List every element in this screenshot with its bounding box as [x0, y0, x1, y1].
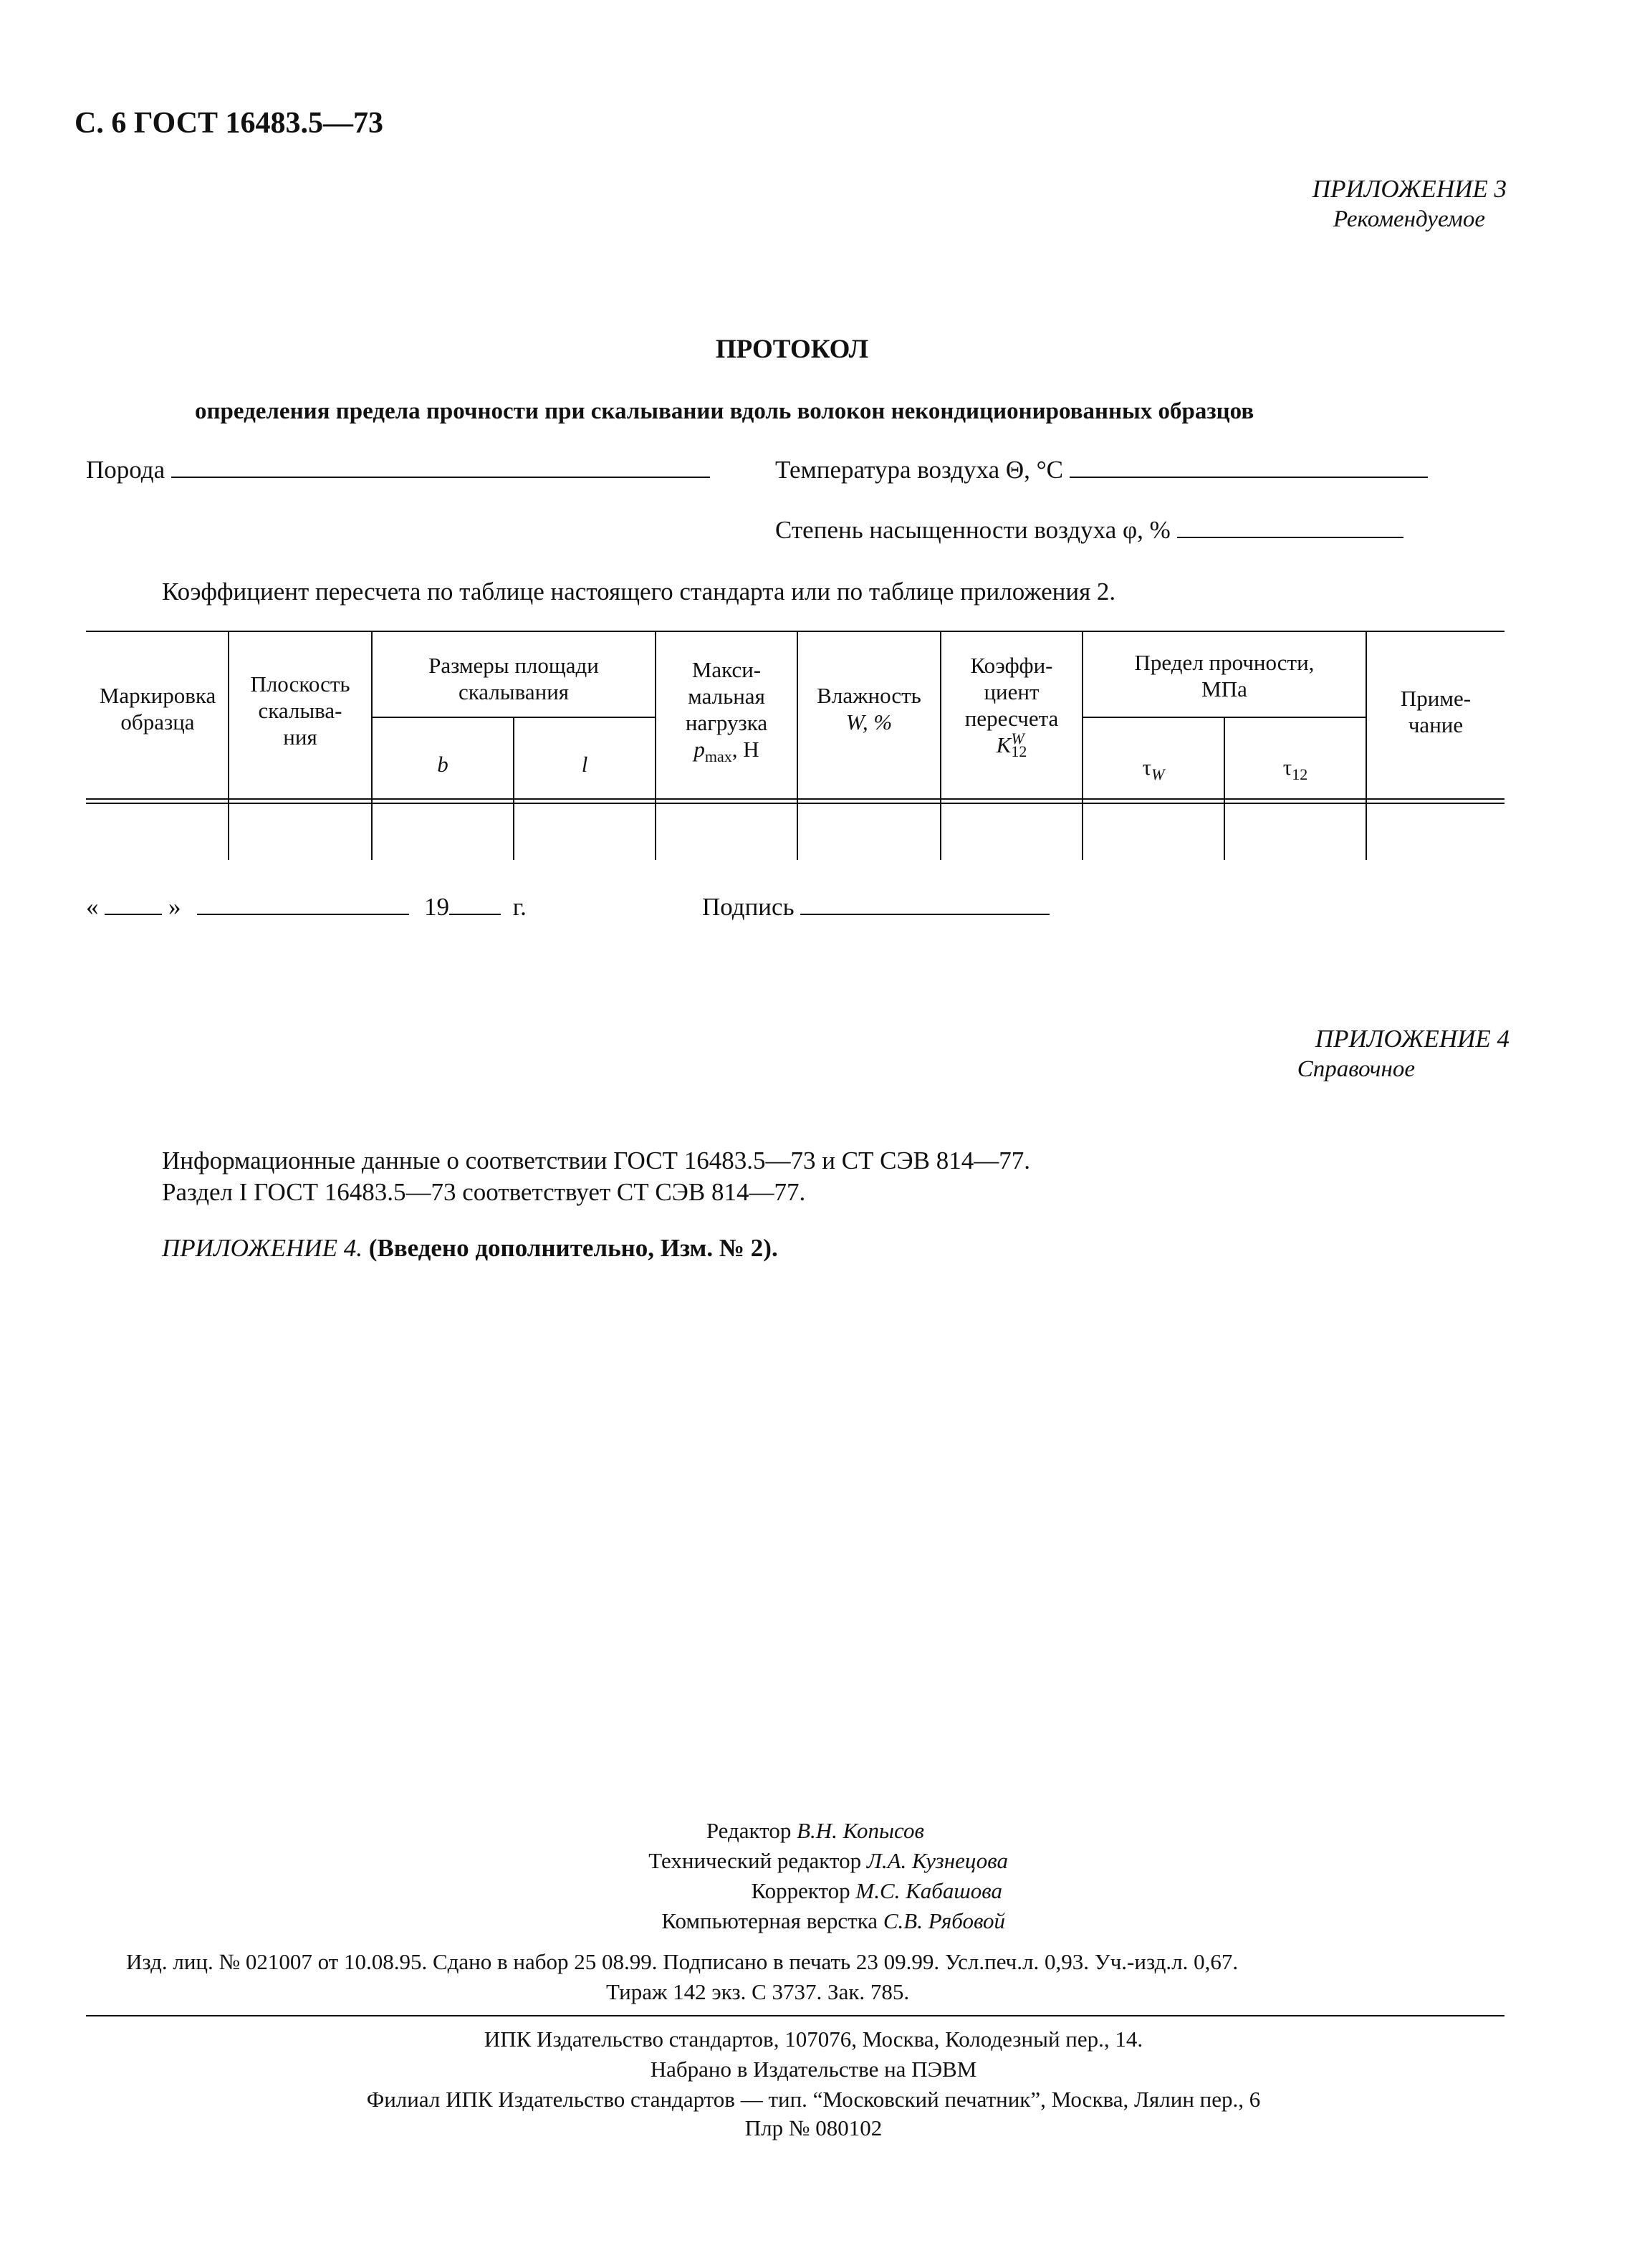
table-header-rule-1 — [86, 798, 1504, 800]
month-input[interactable] — [197, 914, 409, 915]
table-cell[interactable] — [514, 804, 655, 860]
th-note-line: Приме- — [1400, 686, 1472, 711]
th-area-line: скалывания — [458, 679, 570, 704]
year-input[interactable] — [449, 914, 501, 915]
th-note — [1367, 685, 1504, 738]
coef-sup: W — [1011, 729, 1024, 747]
credit-name: В.Н. Копысов — [797, 1818, 924, 1843]
load-sub: max — [704, 747, 732, 766]
th-marking-line: Маркировка — [99, 683, 216, 708]
th-load-line: нагрузка — [685, 710, 768, 735]
publisher-line4: Плр № 080102 — [744, 2115, 883, 2140]
credit-corrector — [751, 1876, 1002, 1906]
credit-tech-editor — [648, 1846, 1008, 1876]
signature-input[interactable] — [800, 914, 1050, 915]
appendix4-line1: Информационные данные о соответствии ГОСТ 16483.5—73 и СТ СЭВ 814—77. — [162, 1147, 1030, 1174]
temperature-label: Температура воздуха Θ, °С — [775, 456, 1063, 484]
publisher-line3: Филиал ИПК Издательство стандартов — тип. “Московский печатник”, Москва, Лялин пер., 6 — [366, 2087, 1261, 2112]
year-suffix: г. — [512, 893, 527, 921]
signature-field — [702, 893, 1050, 922]
th-plane-line: Плоскость — [250, 671, 350, 697]
saturation-input[interactable] — [1177, 537, 1403, 538]
coefficient-note: Коэффициент пересчета по таблице настоящего стандарта или по таблице приложения 2. — [162, 578, 1116, 606]
credit-editor — [706, 1816, 924, 1846]
publisher-line2: Набрано в Издательстве на ПЭВМ — [650, 2057, 977, 2082]
table-cell[interactable] — [229, 804, 371, 860]
appendix4-amendment — [162, 1234, 778, 1263]
table-cell[interactable] — [373, 804, 513, 860]
th-moisture-line: Влажность — [817, 683, 921, 708]
credit-name: М.С. Кабашова — [855, 1878, 1002, 1903]
imprint-line1: Изд. лиц. № 021007 от 10.08.95. Сдано в набор 25 08.99. Подписано в печать 23 09.99. Усл.печ.л. 0,93. Уч.-изд.л. 0,67. — [126, 1949, 1239, 1974]
credit-role: Редактор — [706, 1818, 792, 1843]
table-cell[interactable] — [656, 804, 797, 860]
load-unit: , Н — [731, 737, 759, 762]
th-coefficient — [941, 652, 1082, 758]
appendix4-title: ПРИЛОЖЕНИЕ 4 — [1315, 1025, 1510, 1053]
th-marking-line: образца — [120, 709, 195, 735]
th-moisture-symbol: W, % — [845, 709, 893, 735]
day-input[interactable] — [105, 914, 162, 915]
th-load-line: мальная — [688, 684, 765, 709]
imprint-rule — [86, 2015, 1504, 2016]
th-coef-symbol — [941, 729, 1082, 760]
th-load-symbol — [656, 736, 797, 770]
publisher-line1: ИПК Издательство стандартов, 107076, Москва, Колодезный пер., 14. — [484, 2027, 1143, 2052]
protocol-title: ПРОТОКОЛ — [715, 335, 869, 364]
breed-field — [86, 456, 710, 484]
th-area-line: Размеры площади — [428, 653, 599, 678]
th-strength — [1083, 649, 1366, 702]
quote-close: » — [168, 893, 181, 921]
breed-label: Порода — [86, 456, 165, 484]
amendment-text: (Введено дополнительно, Изм. № 2). — [368, 1234, 778, 1262]
date-signature-line — [86, 893, 527, 922]
imprint-line2: Тираж 142 экз. С 3737. Зак. 785. — [606, 1979, 910, 2004]
signature-label: Подпись — [702, 893, 795, 921]
tau-12-sub: 12 — [1292, 765, 1308, 784]
th-load-line: Макси- — [691, 657, 762, 682]
credit-layout — [661, 1906, 1005, 1936]
coef-sub: 12 — [1011, 742, 1027, 760]
protocol-subtitle: определения предела прочности при скалывании вдоль волокон некондиционированных образцов — [195, 398, 1254, 424]
table-cell[interactable] — [86, 804, 228, 860]
th-area-l: l — [581, 752, 588, 777]
year-prefix: 19 — [424, 893, 449, 921]
th-moisture — [798, 682, 940, 735]
table-top-rule — [86, 631, 1504, 632]
th-strength-tau-w — [1083, 754, 1224, 788]
appendix3-subtitle: Рекомендуемое — [1333, 206, 1485, 232]
credit-name: Л.А. Кузнецова — [866, 1848, 1008, 1873]
credit-role: Компьютерная верстка — [661, 1908, 878, 1933]
th-marking — [86, 682, 229, 735]
load-sym: p — [693, 737, 705, 762]
th-area-b: b — [437, 752, 448, 777]
credit-name: С.В. Рябовой — [883, 1908, 1005, 1933]
appendix4-line2: Раздел I ГОСТ 16483.5—73 соответствует СТ СЭВ 814—77. — [162, 1178, 806, 1206]
th-plane-line: скалыва- — [258, 698, 342, 723]
th-coef-line: циент — [984, 679, 1040, 704]
saturation-label: Степень насыщенности воздуха φ, % — [775, 516, 1171, 544]
th-note-line: чание — [1408, 712, 1464, 737]
credit-role: Корректор — [751, 1878, 850, 1903]
page-header: С. 6 ГОСТ 16483.5—73 — [75, 107, 384, 140]
th-coef-line: Коэффи- — [970, 653, 1053, 678]
table-cell[interactable] — [941, 804, 1082, 860]
tau-w-sym: τ — [1142, 755, 1152, 780]
th-plane — [229, 671, 371, 750]
th-plane-line: ния — [283, 724, 317, 750]
coef-sym: K — [996, 732, 1012, 757]
tau-12-sym: τ — [1282, 755, 1292, 780]
temperature-field — [775, 456, 1428, 484]
amendment-appendix: ПРИЛОЖЕНИЕ 4. — [162, 1234, 363, 1262]
th-strength-line: МПа — [1201, 676, 1247, 702]
quote-open: « — [86, 893, 99, 921]
breed-input[interactable] — [171, 477, 710, 478]
credit-role: Технический редактор — [648, 1848, 862, 1873]
table-cell[interactable] — [798, 804, 940, 860]
appendix4-subtitle: Справочное — [1297, 1056, 1415, 1082]
table-cell[interactable] — [1225, 804, 1366, 860]
temperature-input[interactable] — [1070, 477, 1428, 478]
th-coef-line: пересчета — [964, 706, 1059, 731]
th-area — [373, 652, 655, 705]
th-strength-tau-12 — [1225, 754, 1366, 788]
appendix3-title: ПРИЛОЖЕНИЕ 3 — [1312, 175, 1507, 203]
th-load — [656, 656, 797, 770]
th-strength-line: Предел прочности, — [1134, 650, 1315, 675]
table-cell[interactable] — [1083, 804, 1224, 860]
tau-w-sub: W — [1151, 765, 1165, 784]
saturation-field — [775, 516, 1403, 545]
table-cell[interactable] — [1367, 804, 1504, 860]
table-row — [86, 804, 1504, 860]
